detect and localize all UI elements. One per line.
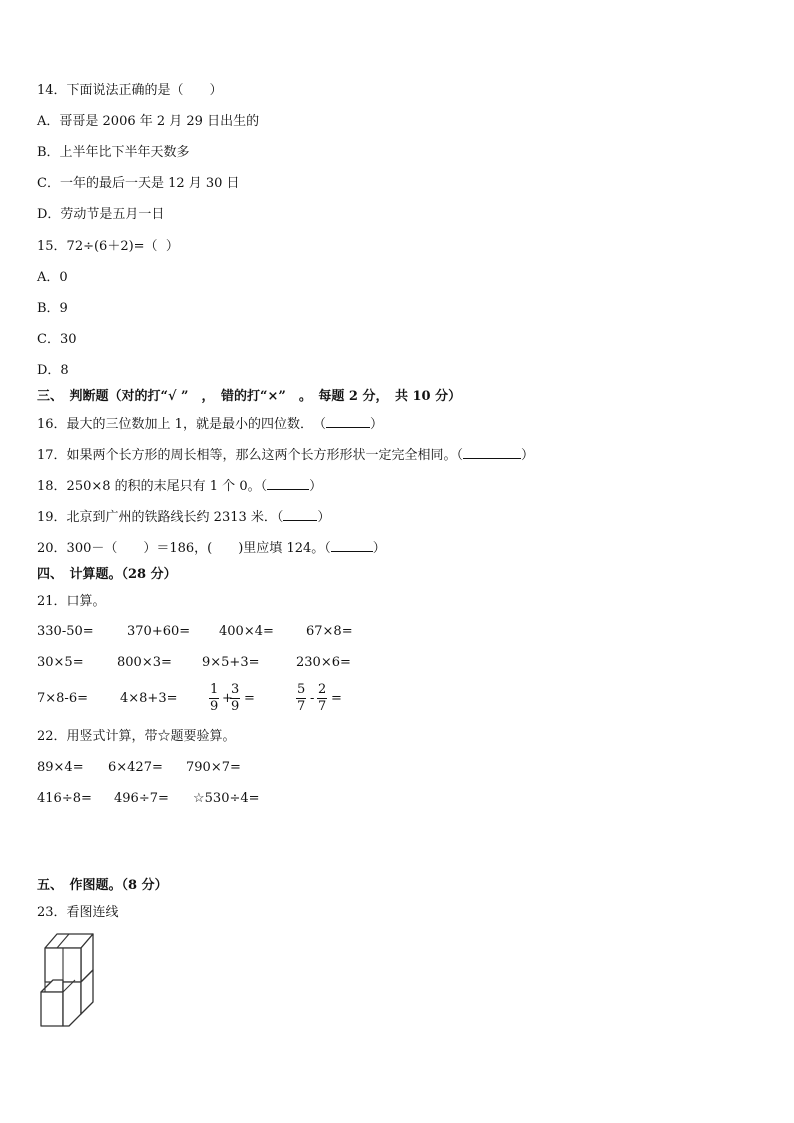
q21-row2-item: 30×5= — [37, 655, 84, 670]
q21-row2-item: 9×5+3= — [202, 655, 260, 670]
denominator: 7 — [297, 699, 306, 714]
q20-answer-blank[interactable] — [331, 539, 373, 552]
front-face-lower-left — [41, 992, 63, 1026]
q21-row2-item: 230×6= — [296, 655, 351, 670]
q15-option-c: C．30 — [37, 332, 77, 347]
q23-stem: 23．看图连线 — [37, 905, 119, 920]
numerator: 1 — [210, 682, 219, 697]
q14-stem: 14．下面说法正确的是（ ） — [37, 83, 223, 98]
q14-option-b: B．上半年比下半年天数多 — [37, 145, 190, 160]
q17-close: ） — [521, 448, 535, 463]
q18-text: 18．250×8 的积的末尾只有 1 个 0。（ — [37, 479, 268, 494]
q21-row1-item: 370+60= — [127, 624, 191, 639]
q16 — [37, 415, 383, 434]
denominator: 7 — [318, 699, 327, 714]
numerator: 5 — [297, 682, 306, 697]
q21-row3-item: 4×8+3= — [120, 691, 178, 706]
q16-close: ） — [369, 417, 383, 432]
q21-stem: 21．口算。 — [37, 594, 106, 609]
q15-option-d: D．8 — [37, 363, 69, 378]
q14-option-c: C．一年的最后一天是 12 月 30 日 — [37, 176, 240, 191]
numerator: 3 — [231, 682, 240, 697]
q19-text: 19．北京到广州的铁路线长约 2313 米．（ — [37, 510, 284, 525]
q17 — [37, 446, 534, 465]
numerator: 2 — [318, 682, 327, 697]
q21-fraction-2-7 — [317, 683, 327, 714]
q22-row2-item: 416÷8= — [37, 791, 92, 806]
denominator: 9 — [231, 699, 240, 714]
q22-row1-item: 6×427= — [108, 760, 163, 775]
q21-row3-item: 7×8-6= — [37, 691, 88, 706]
minus-sign: - — [310, 691, 315, 706]
q21-row1-item: 330-50= — [37, 624, 94, 639]
section5-title: 五、 作图题。（8 分） — [37, 878, 168, 893]
equals-sign: = — [331, 691, 342, 706]
q22-stem: 22．用竖式计算，带☆题要验算。 — [37, 729, 236, 744]
q22-row2-item: 496÷7= — [114, 791, 169, 806]
q19 — [37, 508, 330, 527]
q16-text: 16．最大的三位数加上 1，就是最小的四位数． （ — [37, 417, 326, 432]
q17-text: 17．如果两个长方形的周长相等，那么这两个长方形形状一定完全相同。（ — [37, 448, 464, 463]
q17-answer-blank[interactable] — [463, 446, 521, 459]
q18 — [37, 477, 322, 496]
q19-close: ） — [317, 510, 331, 525]
q20-close: ） — [372, 541, 386, 556]
equals-sign: = — [244, 691, 255, 706]
section4-title: 四、 计算题。（28 分） — [37, 567, 177, 582]
q16-answer-blank[interactable] — [326, 415, 370, 428]
q15-option-b: B．9 — [37, 301, 68, 316]
q21-row2-item: 800×3= — [117, 655, 172, 670]
plus-sign: + — [222, 691, 233, 706]
q22-row1-item: 89×4= — [37, 760, 84, 775]
top-face-lower — [41, 980, 63, 992]
q15-stem: 15．72÷(6＋2)=（ ） — [37, 239, 179, 254]
q20 — [37, 539, 386, 558]
q21-fraction-3-9 — [230, 683, 240, 714]
q22-row1-item: 790×7= — [186, 760, 241, 775]
q21-row1-item: 400×4= — [219, 624, 274, 639]
q18-close: ） — [309, 479, 323, 494]
q15-option-a: A．0 — [37, 270, 68, 285]
denominator: 9 — [210, 699, 219, 714]
q22-row2-item: ☆530÷4= — [193, 791, 260, 806]
q21-fraction-1-9 — [209, 683, 219, 714]
q21-fraction-5-7 — [296, 683, 306, 714]
q20-text: 20．300－（ ）＝186，( )里应填 124。（ — [37, 541, 331, 556]
q19-answer-blank[interactable] — [283, 508, 317, 521]
cube-stack-figure — [37, 930, 137, 1030]
q14-option-d: D．劳动节是五月一日 — [37, 207, 165, 222]
section3-title: 三、 判断题（对的打“√ ” ， 错的打“×” 。 每题 2 分， 共 10 分） — [37, 389, 462, 404]
q14-option-a: A．哥哥是 2006 年 2 月 29 日出生的 — [37, 114, 260, 129]
q21-row1-item: 67×8= — [306, 624, 353, 639]
q18-answer-blank[interactable] — [267, 477, 309, 490]
